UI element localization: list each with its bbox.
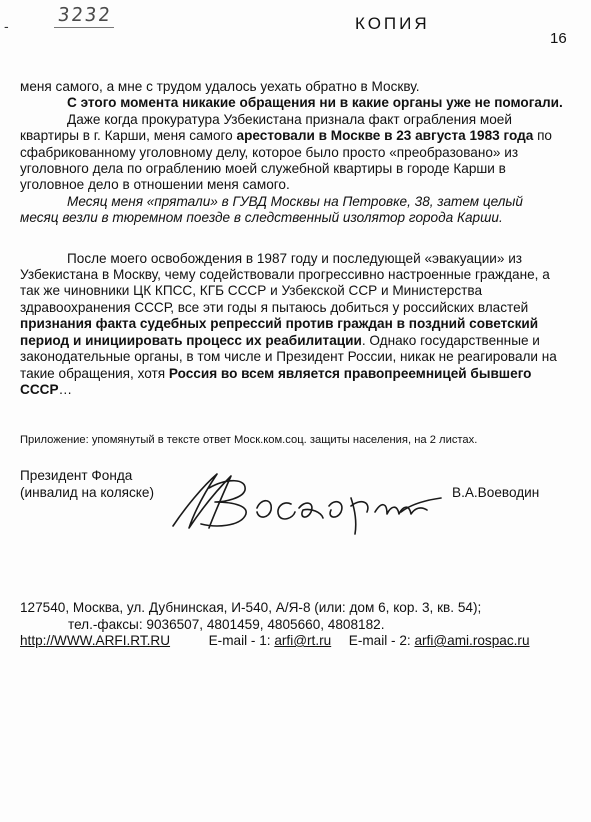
signature-title-line-2: (инвалид на коляске) bbox=[20, 485, 154, 500]
paragraph-5-bold-d: Россия во всем является правопреемницей бывшего СССР bbox=[20, 365, 532, 397]
paragraph-gap bbox=[20, 227, 565, 251]
paragraph-5-bold-b: признания факта судебных репрессий против граждан в поздний советский период и инициировать процесс их реабилитации bbox=[20, 316, 539, 348]
paragraph-3-bold: арестовали в Москве в 23 августа 1983 года bbox=[236, 128, 534, 144]
paragraph-5-text-c: . Однако государственные и законодательные органы, в том числе и Президент России, никак не реагировали на такие обращения, хотя bbox=[20, 332, 557, 381]
paragraph-5-text-a: После моего освобождения в 1987 году и последующей «эвакуации» из Узбекистана в Москву, чему содействовали прогрессивно настроенные граждане, а так же чиновники ЦК КПСС, КГБ СССР и Узбекской ССР и Министерства здравоохранения СССР, все эти годы я пытаюсь добиться у российских властей bbox=[20, 250, 550, 315]
signatory-name: В.А.Воеводин bbox=[452, 485, 540, 500]
paragraph-3-text-a: Даже когда прокуратура Узбекистана признала факт ограбления моей квартиры в г. Карши, меня самого bbox=[20, 111, 512, 144]
left-margin-mark: - bbox=[4, 18, 9, 34]
signature-title bbox=[20, 467, 154, 501]
paragraph-3 bbox=[20, 112, 565, 194]
handwritten-signature bbox=[165, 468, 445, 538]
website-link[interactable]: http://WWW.ARFI.RT.RU bbox=[20, 633, 171, 648]
footer-phones: тел.-факсы: 9036507, 4801459, 4805660, 4808182. bbox=[68, 617, 385, 632]
paragraph-2-bold: С этого момента никакие обращения ни в какие органы уже не помогали. bbox=[67, 95, 563, 111]
handwritten-underline bbox=[54, 27, 114, 28]
paragraph-1: меня самого, а мне с трудом удалось уехать обратно в Москву. bbox=[20, 79, 420, 94]
email-1-label: E-mail - 1: bbox=[208, 633, 275, 648]
paragraph-4-text-b: в ГУВД Москвы на Петровке, 38, затем целый месяц везли в тюремном поезде в следственный изолятор города Карши. bbox=[20, 193, 523, 226]
paragraph-2 bbox=[20, 95, 565, 111]
signature-title-line-1: Президент Фонда bbox=[20, 468, 133, 483]
paragraph-5-ellipsis: … bbox=[58, 381, 73, 397]
paragraph-4-text-a: Месяц меня «прятали» bbox=[67, 193, 218, 209]
email-2-link[interactable]: arfi@ami.rospac.ru bbox=[414, 633, 530, 648]
footer-address: 127540, Москва, ул. Дубнинская, И-540, А/Я-8 (или: дом 6, кор. 3, кв. 54); bbox=[20, 600, 482, 615]
page-number: 16 bbox=[550, 30, 567, 47]
email-1-link[interactable]: arfi@rt.ru bbox=[274, 633, 332, 648]
handwritten-number: 3232 bbox=[56, 4, 113, 26]
copy-stamp: КОПИЯ bbox=[355, 14, 430, 33]
attachment-note: Приложение: упомянутый в тексте ответ Моск.ком.соц. защиты населения, на 2 листах. bbox=[20, 434, 478, 446]
paragraph-3-text-c: по сфабрикованному уголовному делу, которое было просто «преобразовано» из уголовного дела по ограблению моей служебной квартиры в городе Карши в уголовное дело в отношении меня самого. bbox=[20, 128, 552, 193]
email-2-label: E-mail - 2: bbox=[348, 633, 415, 648]
letter-body bbox=[20, 79, 565, 398]
paragraph-4 bbox=[20, 194, 565, 227]
footer-links bbox=[20, 633, 530, 649]
paragraph-5 bbox=[20, 251, 565, 399]
